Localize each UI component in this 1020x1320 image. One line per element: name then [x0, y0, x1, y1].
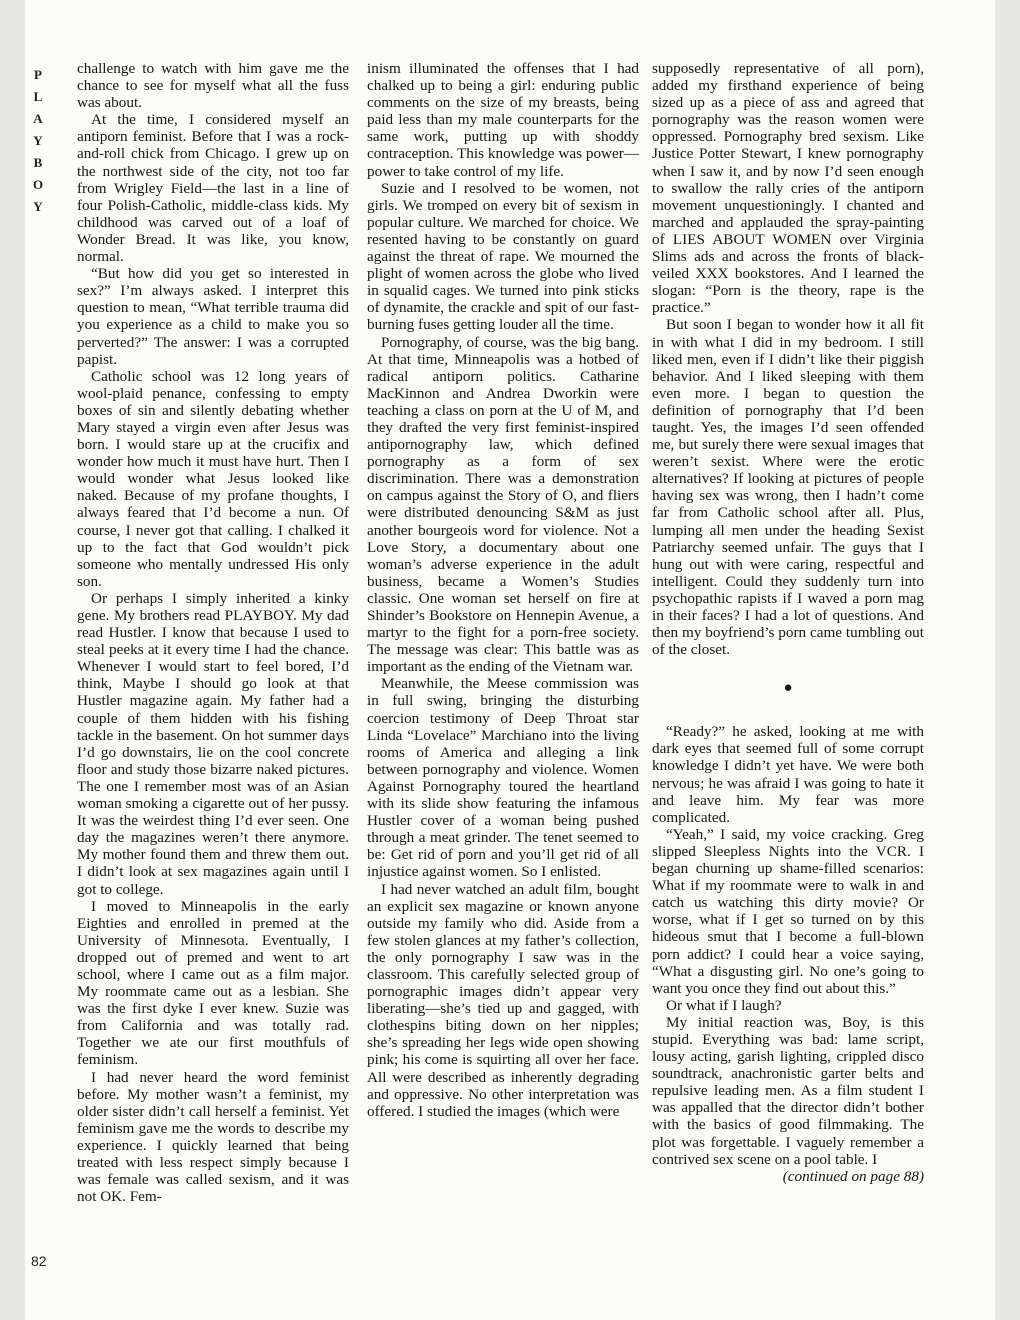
paragraph: Or what if I laugh? — [666, 996, 782, 1014]
masthead-letter: A — [33, 111, 43, 126]
playboy-masthead — [31, 64, 45, 218]
masthead-letter: P — [34, 67, 42, 82]
text-column-3 — [652, 60, 924, 1185]
section-break-bullet: ● — [783, 680, 793, 697]
page-number: 82 — [31, 1253, 47, 1269]
text-column-1 — [77, 60, 349, 1205]
paragraph: challenge to watch with him gave me the chance to see for myself what all the fuss was about. — [77, 60, 349, 112]
paragraph: Suzie and I resolved to be women, not girls. We tromped on every bit of sexism in popular culture. We marched for choice. We resented having to be constantly on guard against the threat of rape. We mourned the plight of women across the globe who lived in squalid cages. We turned into pink sticks of dynamite, the crackle and spit of our fast-burning fuses getting louder all the time. — [367, 179, 639, 334]
paragraph: “Ready?” he asked, looking at me with dark eyes that seemed full of some corrupt knowledge I didn’t yet have. We were both nervous; he was afraid I was going to hate it and leave him. My fear was more complicated. — [652, 723, 924, 826]
masthead-letter: B — [33, 155, 43, 170]
magazine-page — [25, 0, 995, 1320]
paragraph: Catholic school was 12 long years of wool-plaid penance, confessing to empty boxes of sin and silently debating whether Mary stayed a virgin even after Jesus was born. I would stare up at the crucifix and wonder how much it must have hurt. Then I would wonder what Jesus looked like naked. Because of my profane thoughts, I always feared that I’d become a nun. Of course, I never got that calling. I chalked it up to the fact that God wouldn’t pick someone who mentally undressed His only son. — [77, 367, 349, 590]
paragraph: I moved to Minneapolis in the early Eighties and enrolled in premed at the University of Minnesota. Eventually, I dropped out of premed and went to art school, where I came out as a film major. My roommate came out as a lesbian. She was the first dyke I ever knew. Suzie was from California and was totally rad. Together we ate our first mouthfuls of feminism. — [77, 897, 349, 1069]
paragraph: But soon I began to wonder how it all fit in with what I did in my bedroom. I still liked men, even if I didn’t like their piggish behavior. And I liked sleeping with them even more. I began to question the definition of pornography that I’d been taught. Yes, the images I’d seen offended me, but surely there were sexual images that weren’t sexist. Where were the erotic alternatives? If looking at pictures of people having sex was wrong, then I hadn’t come far from Catholic school after all. Plus, lumping all men under the heading Sexist Patriarchy seemed unfair. The guys that I hung out with were caring, respectful and intelligent. Could they suddenly turn into psychopathic rapists if I waved a porn mag in their faces? I had a lot of questions. And then my boyfriend’s porn came tumbling out of the closet. — [652, 316, 924, 659]
continued-on-note: (continued on page 88) — [782, 1167, 924, 1185]
masthead-letter: Y — [33, 199, 43, 214]
paragraph: Pornography, of course, was the big bang. At that time, Minneapolis was a hotbed of radical antiporn politics. Catharine MacKinnon and Andrea Dworkin were teaching a class on porn at the U of M, and they drafted the very first feminist-inspired antipornography law, which defined pornography as a form of sex discrimination. There was a demonstration on campus against the Story of O, and fliers were distributed denouncing S&M as just another bourgeois word for violence. Not a Love Story, a documentary about one woman’s adverse experience in the adult business, became a Women’s Studies classic. One woman set herself on fire at Shinder’s Bookstore on Hennepin Avenue, a martyr to the fight for a porn-free society. The message was clear: This battle was as important as the ending of the Vietnam war. — [367, 333, 639, 676]
paragraph: My initial reaction was, Boy, is this stupid. Everything was bad: lame script, lousy acting, garish lighting, crippled disco soundtrack, anachronistic garter belts and repulsive leading men. As a film student I was appalled that the director didn’t bother with the basics of good filmmaking. The plot was forgettable. I vaguely remember a contrived sex scene on a pool table. I — [652, 1013, 924, 1168]
masthead-letter: L — [33, 89, 43, 104]
masthead-letter: O — [32, 177, 44, 192]
paragraph: inism illuminated the offenses that I had chalked up to being a girl: enduring public comments on the size of my breasts, being paid less than my male counterparts for the same work, putting up with shoddy contraception. This knowledge was power—power to take control of my life. — [367, 60, 639, 180]
paragraph: At the time, I considered myself an antiporn feminist. Before that I was a rock-and-roll chick from Chicago. I grew up on the northwest side of the city, not too far from Wrigley Field—the last in a line of four Polish-Catholic, middle-class kids. My childhood was carved out of a loaf of Wonder Bread. It was like, you know, normal. — [77, 111, 349, 266]
paragraph: Meanwhile, the Meese commission was in full swing, bringing the disturbing coercion testimony of Deep Throat star Linda “Lovelace” Marchiano into the living rooms of America and alleging a link between pornography and violence. Women Against Pornography toured the heartland with its slide show featuring the infamous Hustler cover of a woman being pushed through a meat grinder. The tenet seemed to be: Get rid of porn and you’ll get rid of all injustice against women. So I enlisted. — [367, 675, 639, 881]
paragraph: “Yeah,” I said, my voice cracking. Greg slipped Sleepless Nights into the VCR. I began churning up shame-filled scenarios: What if my roommate were to walk in and catch us watching this dirty movie? Or worse, what if I get so turned on by this hideous smut that I become a full-blown porn addict? I could hear a voice saying, “What a disgusting girl. No one’s going to want you once they find out about this.” — [652, 825, 924, 997]
paragraph: “But how did you get so interested in sex?” I’m always asked. I interpret this question to mean, “What terrible trauma did you experience as a child to make you so perverted?” The answer: I was a corrupted papist. — [77, 265, 349, 368]
paragraph: supposedly representative of all porn), added my firsthand experience of being sized up as a piece of ass and agreed that pornography was the reason women were oppressed. Pornography bred sexism. Like Justice Potter Stewart, I knew pornography when I saw it, and by now I’d seen enough to swallow the rally cries of the antiporn movement unquestioningly. I chanted and marched and applauded the spray-painting of LIES ABOUT WOMEN over Virginia Slims ads and across the fronts of black-veiled XXX bookstores. And I learned the slogan: “Porn is the theory, rape is the practice.” — [652, 60, 924, 317]
masthead-letter: Y — [33, 133, 43, 148]
paragraph: I had never heard the word feminist before. My mother wasn’t a feminist, my older sister didn’t call herself a feminist. Yet feminism gave me the words to describe my experience. I quickly learned that being treated with less respect simply because I was female was called sexism, and it was not OK. Fem- — [77, 1068, 349, 1206]
paragraph: Or perhaps I simply inherited a kinky gene. My brothers read PLAYBOY. My dad read Hustler. I know that because I used to steal peeks at it every time I had the chance. Whenever I would start to feel bored, I’d think, Maybe I should go look at that Hustler magazine again. My father had a couple of them hidden with his fishing tackle in the basement. On hot summer days I’d go downstairs, lie on the cool concrete floor and study those bizarre naked pictures. The one I remember most was of an Asian woman smoking a cigarette out of her pussy. It was the weirdest thing I’d ever seen. One day the magazines weren’t there anymore. My mother found them and threw them out. I didn’t look at sex magazines again until I got to college. — [77, 589, 349, 898]
text-column-2 — [367, 60, 639, 1120]
paragraph: I had never watched an adult film, bought an explicit sex magazine or known anyone outside my family who did. Aside from a few stolen glances at my father’s collection, the only pornography I saw was in the classroom. This carefully selected group of pornographic images didn’t appear very liberating—she’s tied up and gagged, with clothespins biting down on her nipples; she’s spreading her legs wide open showing pink; his come is squirting all over her face. All were described as inherently degrading and oppressive. No other interpretation was offered. I studied the images (which were — [367, 880, 639, 1120]
